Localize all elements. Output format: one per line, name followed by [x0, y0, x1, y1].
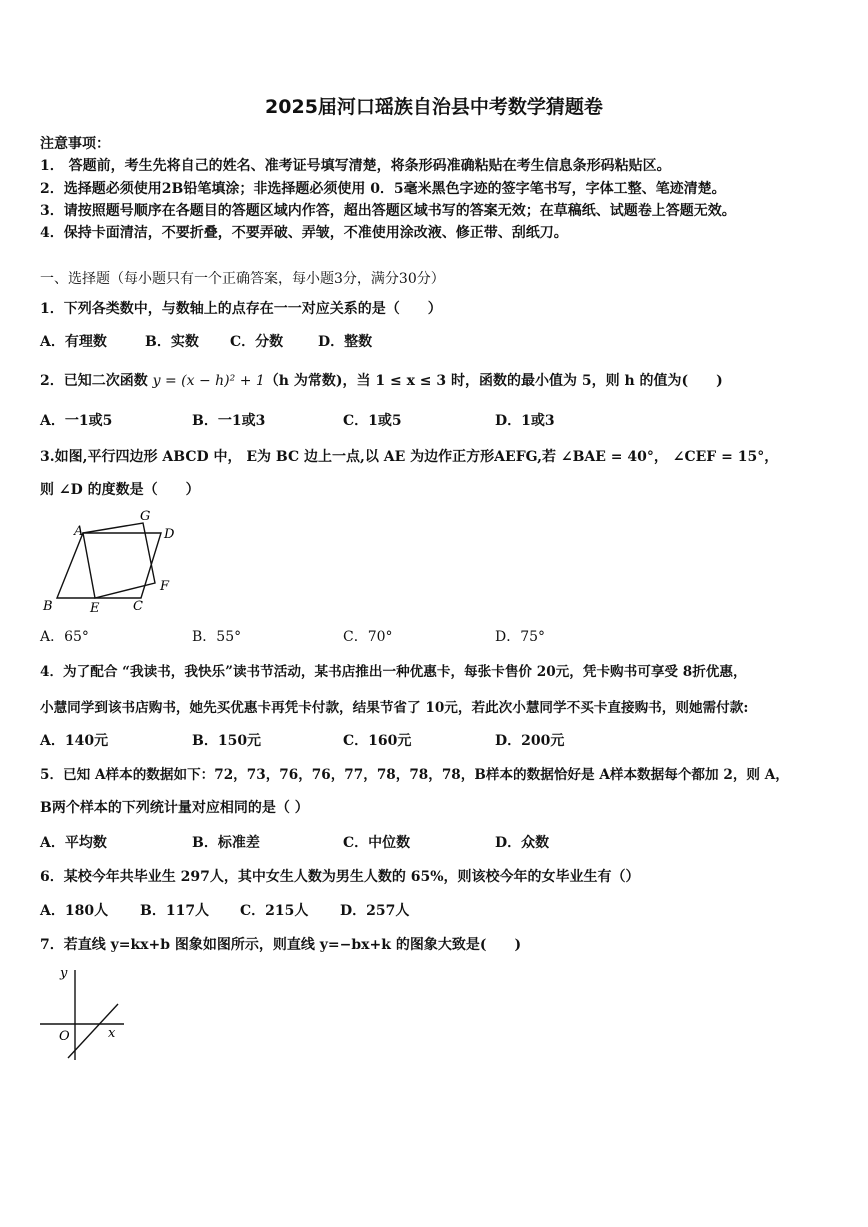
question-3-stem-line2: 则 ∠D 的度数是（ ）: [40, 482, 200, 498]
q1-option-a: A．有理数: [40, 334, 107, 350]
q2-option-b: B．一1或3: [192, 413, 266, 429]
q2-option-d: D．1或3: [495, 413, 555, 429]
q6-option-c: C．215人: [240, 903, 309, 919]
parallelogram-square-figure: [38, 508, 178, 616]
q5-option-b: B．标准差: [192, 835, 260, 851]
question-4-stem-line2: 小慧同学到该书店购书，她先买优惠卡再凭卡付款，结果节省了 10元，若此次小慧同学不买卡直接购书，则她需付款:: [40, 700, 749, 716]
question-5-stem-line1: 5．已知 A样本的数据如下：72，73，76，76，77，78，78，78，B样本的数据恰好是 A样本数据每个都加 2，则 A，: [40, 767, 789, 783]
label-b: B: [43, 599, 53, 614]
q3-option-a: A．65°: [40, 629, 89, 645]
question-1-stem: 1．下列各类数中，与数轴上的点存在一一对应关系的是（ ）: [40, 301, 442, 317]
label-c: C: [133, 599, 143, 614]
q3-option-d: D．75°: [495, 629, 546, 645]
question-5-stem-line2: B两个样本的下列统计量对应相同的是（ ）: [40, 800, 309, 816]
q6-option-d: D．257人: [340, 903, 410, 919]
question-7-stem: 7．若直线 y=kx+b 图象如图所示，则直线 y=−bx+k 的图象大致是( ): [40, 937, 522, 953]
q5-option-c: C．中位数: [343, 835, 411, 851]
q4-option-c: C．160元: [343, 733, 412, 749]
q3-option-c: C．70°: [343, 629, 393, 645]
q4-option-d: D．200元: [495, 733, 565, 749]
page-title: 2025届河口瑶族自治县中考数学猜题卷: [265, 96, 603, 118]
notice-item-1: 1． 答题前，考生先将自己的姓名、准考证号填写清楚，将条形码准确粘贴在考生信息条形码粘贴区。: [40, 158, 671, 174]
q4-option-a: A．140元: [40, 733, 109, 749]
question-4-stem-line1: 4．为了配合 “我读书，我快乐”读书节活动，某书店推出一种优惠卡，每张卡售价 20元，凭卡购书可享受 8折优惠，: [40, 664, 747, 680]
axis-label-x: x: [108, 1026, 116, 1041]
q2-formula: y = (x − h)² + 1: [152, 373, 265, 389]
q5-option-d: D．众数: [495, 835, 550, 851]
label-f: F: [160, 579, 170, 594]
q1-option-b: B．实数: [145, 334, 199, 350]
parallelogram-abcd: [57, 533, 161, 598]
label-a: A: [74, 524, 84, 539]
q1-option-d: D．整数: [318, 334, 373, 350]
question-3-stem-line1: 3.如图,平行四边形 ABCD 中， E为 BC 边上一点,以 AE 为边作正方形AEFG,若 ∠BAE = 40°， ∠CEF = 15°，: [40, 449, 779, 465]
q1-option-c: C．分数: [230, 334, 284, 350]
q6-option-a: A．180人: [40, 903, 109, 919]
q5-option-a: A．平均数: [40, 835, 107, 851]
line-graph-figure: [38, 962, 128, 1062]
label-g: G: [140, 509, 151, 524]
question-2-stem: [40, 370, 723, 390]
section-heading: 一、选择题（每小题只有一个正确答案，每小题3分，满分30分）: [40, 271, 445, 287]
q4-option-b: B．150元: [192, 733, 262, 749]
q2-option-c: C．1或5: [343, 413, 402, 429]
q2-option-a: A．一1或5: [40, 413, 113, 429]
notice-heading: 注意事项：: [40, 136, 110, 152]
q2-stem-start: 2．已知二次函数: [40, 373, 153, 389]
label-d: D: [164, 527, 175, 542]
q3-option-b: B．55°: [192, 629, 242, 645]
origin-label: O: [59, 1029, 70, 1044]
notice-item-2: 2．选择题必须使用2B铅笔填涂；非选择题必须使用 0．5毫米黑色字迹的签字笔书写，字体工整、笔迹清楚。: [40, 181, 726, 197]
notice-item-3: 3．请按照题号顺序在各题目的答题区域内作答，超出答题区域书写的答案无效；在草稿纸、试题卷上答题无效。: [40, 203, 736, 219]
q6-option-b: B．117人: [140, 903, 210, 919]
notice-item-4: 4．保持卡面清洁，不要折叠，不要弄破、弄皱，不准使用涂改液、修正带、刮纸刀。: [40, 225, 568, 241]
q2-stem-end: （h 为常数)，当 1 ≤ x ≤ 3 时，函数的最小值为 5，则 h 的值为( ): [264, 373, 723, 389]
label-e: E: [90, 601, 100, 616]
axis-label-y: y: [60, 966, 68, 981]
question-6-stem: 6．某校今年共毕业生 297人，其中女生人数为男生人数的 65%，则该校今年的女毕业生有（）: [40, 869, 640, 885]
